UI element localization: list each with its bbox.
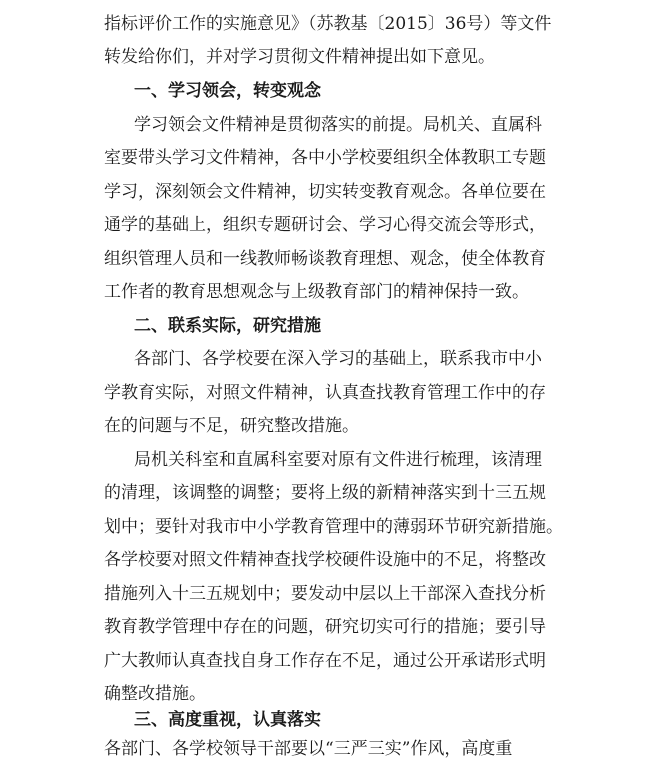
section-heading: 三、高度重视，认真落实 — [134, 710, 321, 730]
paragraph-line: 广大教师认真查找自身工作存在不足，通过公开承诺形式明 — [104, 651, 546, 671]
paragraph-line: 通学的基础上，组织专题研讨会、学习心得交流会等形式， — [104, 215, 546, 235]
paragraph-line: 在的问题与不足，研究整改措施。 — [104, 416, 359, 436]
paragraph-line: 学教育实际，对照文件精神，认真查找教育管理工作中的存 — [104, 383, 546, 403]
paragraph-line: 学习领会文件精神是贯彻落实的前提。局机关、直属科 — [134, 115, 542, 135]
paragraph-line: 的清理，该调整的调整；要将上级的新精神落实到十三五规 — [104, 483, 546, 503]
paragraph-line: 教育教学管理中存在的问题，研究切实可行的措施；要引导 — [104, 617, 546, 637]
paragraph-line: 指标评价工作的实施意见》（苏教基〔2015〕36号）等文件 — [104, 14, 552, 34]
paragraph-line: 工作者的教育思想观念与上级教育部门的精神保持一致。 — [104, 282, 529, 302]
paragraph-line: 学习，深刻领会文件精神，切实转变教育观念。各单位要在 — [104, 182, 546, 202]
paragraph-line: 各部门、各学校领导干部要以“三严三实”作风，高度重 — [104, 739, 513, 759]
section-heading: 一、学习领会，转变观念 — [134, 81, 321, 101]
paragraph-line: 确整改措施。 — [104, 684, 206, 704]
paragraph-line: 划中；要针对我市中小学教育管理中的薄弱环节研究新措施。 — [104, 517, 563, 537]
section-heading: 二、联系实际，研究措施 — [134, 316, 321, 336]
paragraph-line: 措施列入十三五规划中；要发动中层以上干部深入查找分析 — [104, 584, 546, 604]
paragraph-line: 各学校要对照文件精神查找学校硬件设施中的不足，将整改 — [104, 550, 546, 570]
paragraph-line: 组织管理人员和一线教师畅谈教育理想、观念，使全体教育 — [104, 249, 546, 269]
paragraph-line: 室要带头学习文件精神，各中小学校要组织全体教职工专题 — [104, 148, 546, 168]
paragraph-line: 转发给你们，并对学习贯彻文件精神提出如下意见。 — [104, 47, 495, 67]
paragraph-line: 各部门、各学校要在深入学习的基础上，联系我市中小 — [134, 349, 542, 369]
paragraph-line: 局机关科室和直属科室要对原有文件进行梳理，该清理 — [134, 450, 542, 470]
